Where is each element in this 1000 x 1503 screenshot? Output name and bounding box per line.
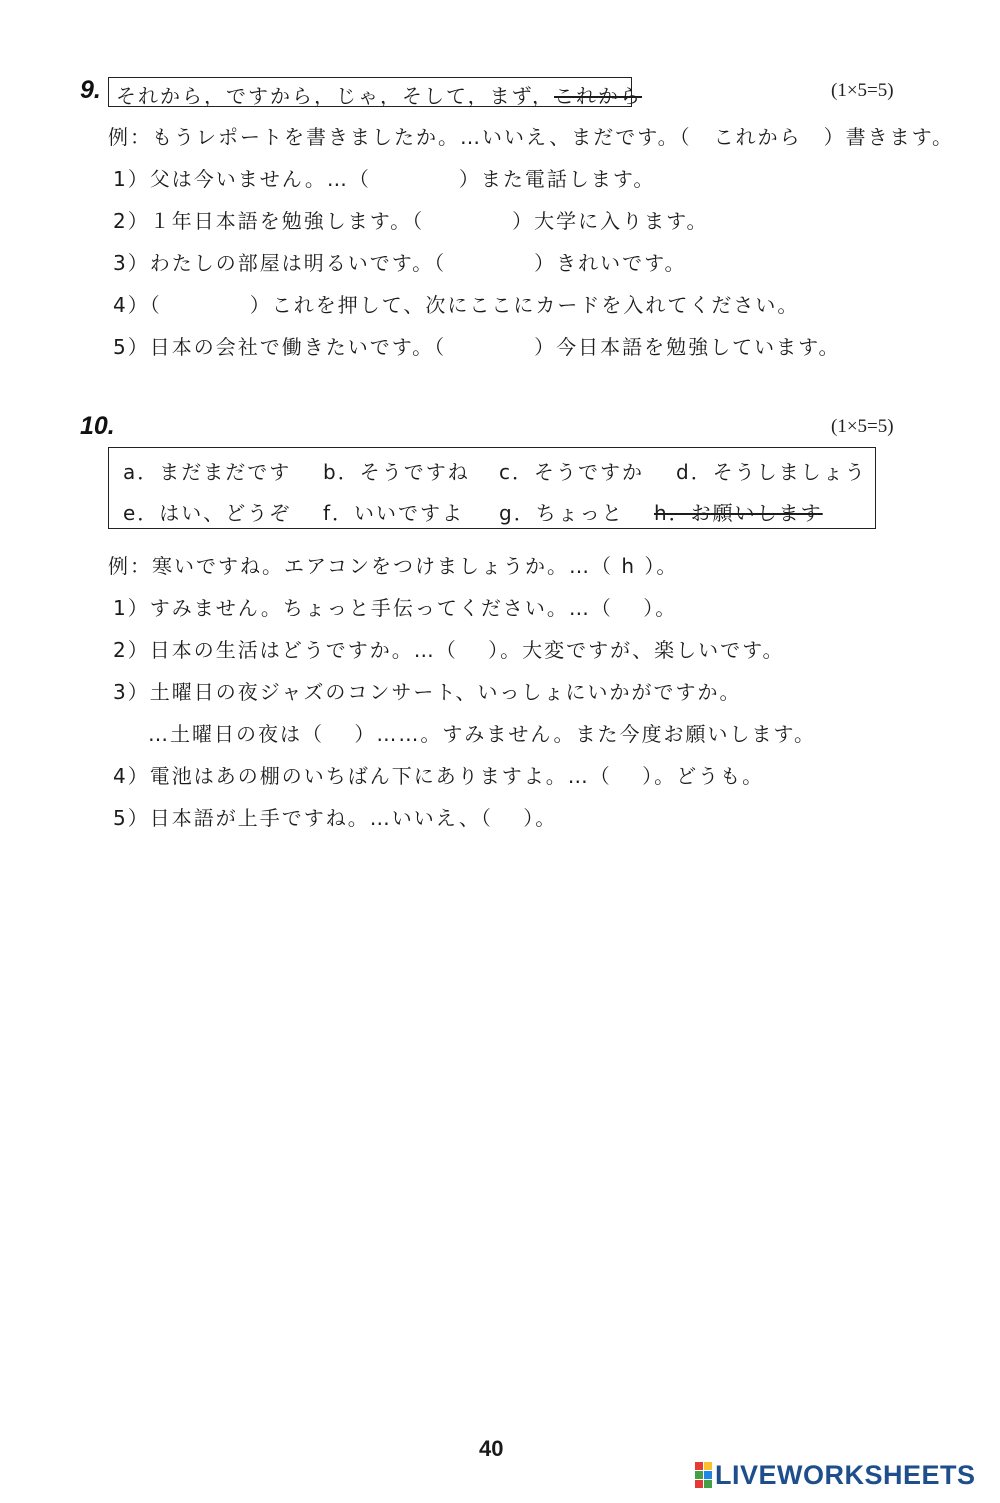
q10-item-4: 4）電池はあの棚のいちばん下にありますよ。…（ ）。どうも。 bbox=[113, 764, 765, 788]
option-h-used: h．お願いします bbox=[654, 501, 823, 525]
word-bank-9-words: それから，ですから，じゃ，そして，まず， bbox=[116, 84, 554, 108]
q10-item-5: 5）日本語が上手ですね。…いいえ、（ ）。 bbox=[113, 806, 558, 830]
question-9-score: (1×5=5) bbox=[831, 80, 894, 101]
logo-cell-red-2 bbox=[695, 1480, 703, 1488]
logo-cell-green bbox=[695, 1471, 703, 1479]
option-f: f．いいですよ bbox=[323, 501, 465, 525]
question-10-score: (1×5=5) bbox=[831, 416, 894, 437]
q9-item-5: 5）日本の会社で働きたいです。（ ）今日本語を勉強しています。 bbox=[113, 335, 841, 359]
option-e: e．はい、どうぞ bbox=[123, 501, 292, 525]
word-bank-9 bbox=[116, 80, 642, 109]
q10-item-3: 3）土曜日の夜ジャズのコンサート、いっしょにいかがですか。 bbox=[113, 680, 742, 704]
option-a: a．まだまだです bbox=[123, 460, 292, 484]
liveworksheets-brand[interactable]: LIVEWORKSHEETS bbox=[715, 1460, 976, 1490]
option-c: c．そうですか bbox=[499, 460, 644, 484]
q10-example: 例：寒いですね。エアコンをつけましょうか。…（ h ）。 bbox=[108, 554, 679, 578]
q9-item-1: 1）父は今いません。…（ ）また電話します。 bbox=[113, 167, 656, 191]
q10-item-2: 2）日本の生活はどうですか。…（ ）。大変ですが、楽しいです。 bbox=[113, 638, 785, 662]
page-number: 40 bbox=[479, 1436, 504, 1461]
q9-example: 例：もうレポートを書きましたか。…いいえ、まだです。（ これから ）書きます。 bbox=[108, 125, 954, 149]
question-10-number: 10. bbox=[80, 412, 115, 440]
word-bank-9-used-word: これから bbox=[554, 84, 642, 108]
logo-cell-green-2 bbox=[704, 1480, 712, 1488]
q10-item-3-answer-line: …土曜日の夜は（ ）……。すみません。また今度お願いします。 bbox=[148, 722, 816, 746]
q9-item-4: 4）（ ）これを押して、次にここにカードを入れてください。 bbox=[113, 293, 800, 317]
option-g: g．ちょっと bbox=[499, 501, 624, 525]
logo-cell-red bbox=[695, 1462, 703, 1470]
option-d: d．そうしましょう bbox=[676, 460, 867, 484]
logo-cell-blue bbox=[704, 1471, 712, 1479]
q9-item-3: 3）わたしの部屋は明るいです。（ ）きれいです。 bbox=[113, 251, 687, 275]
question-9-number: 9. bbox=[80, 76, 101, 104]
q10-item-1: 1）すみません。ちょっと手伝ってください。…（ ）。 bbox=[113, 596, 678, 620]
logo-cell-yellow bbox=[704, 1462, 712, 1470]
q9-item-2: 2）１年日本語を勉強します。（ ）大学に入ります。 bbox=[113, 209, 709, 233]
option-b: b．そうですね bbox=[323, 460, 470, 484]
